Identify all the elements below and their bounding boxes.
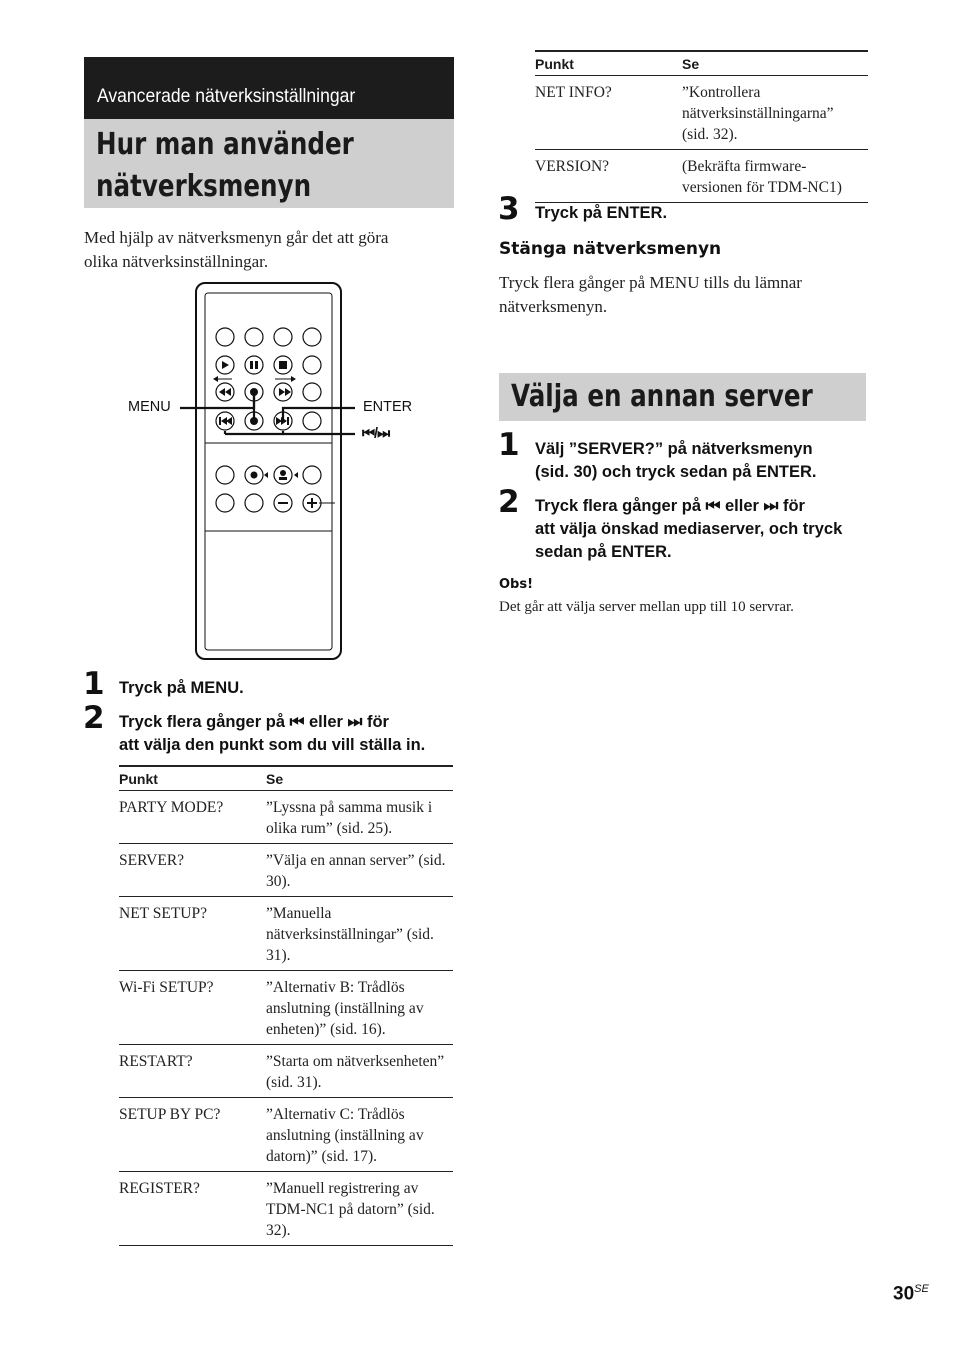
table-header-cell: Punkt: [119, 766, 266, 791]
table-cell: ”Alternativ B: Trådlös anslutning (inställning av enheten)” (sid. 16).: [266, 971, 453, 1045]
table-cell: ”Starta om nätverksenheten” (sid. 31).: [266, 1045, 453, 1098]
close-menu-paragraph: Tryck flera gånger på MENU tills du lämnar nätverksmenyn.: [499, 273, 802, 316]
table-cell: RESTART?: [119, 1045, 266, 1098]
page-title-line: Hur man använder: [96, 127, 354, 162]
table-row: [119, 971, 453, 1045]
page-title-line: nätverksmenyn: [96, 169, 312, 204]
note-text: Det går att välja server mellan upp till 10 servrar.: [499, 599, 794, 615]
table-row: [119, 1098, 453, 1172]
table-header-cell: Punkt: [535, 51, 682, 76]
table-cell: NET SETUP?: [119, 897, 266, 971]
step-number: 2: [83, 700, 105, 736]
step-text: Tryck flera gånger på ⏮ eller ⏭ för att välja önskad mediaserver, och tryck sedan på ENTER.: [535, 497, 843, 561]
server-section-title: Välja en annan server: [511, 379, 813, 414]
table-row: [119, 1172, 453, 1246]
table-cell: SETUP BY PC?: [119, 1098, 266, 1172]
step-text: Välj ”SERVER?” på nätverksmenyn (sid. 30) och tryck sedan på ENTER.: [535, 440, 817, 481]
table-cell: VERSION?: [535, 150, 682, 203]
table-row: [119, 1045, 453, 1098]
subheading: Stänga nätverksmenyn: [499, 239, 722, 259]
table-cell: REGISTER?: [119, 1172, 266, 1246]
menu-items-table-continued: [535, 50, 868, 203]
table-row: [119, 844, 453, 897]
table-header-row: [535, 51, 868, 76]
table-cell: ”Kontrollera nätverksinställningarna” (sid. 32).: [682, 76, 868, 150]
step-number: 1: [498, 427, 520, 463]
step-text: Tryck flera gånger på ⏮ eller ⏭ för att välja den punkt som du vill ställa in.: [119, 713, 426, 754]
table-cell: (Bekräfta firmware-versionen för TDM-NC1): [682, 150, 868, 203]
step-text: Tryck på ENTER.: [535, 204, 668, 222]
menu-items-table: [119, 765, 453, 1246]
remote-control-illustration: [120, 280, 460, 662]
table-cell: ”Alternativ C: Trådlös anslutning (inställning av datorn)” (sid. 17).: [266, 1098, 453, 1172]
remote-skip-label: ⏮/⏭: [362, 426, 390, 442]
remote-enter-label: ENTER: [363, 399, 413, 415]
table-cell: SERVER?: [119, 844, 266, 897]
table-row: [119, 897, 453, 971]
step-text: Tryck på MENU.: [119, 679, 244, 697]
table-header-row: [119, 766, 453, 791]
table-row: [535, 150, 868, 203]
table-cell: Wi-Fi SETUP?: [119, 971, 266, 1045]
table-header-cell: Se: [266, 766, 453, 791]
table-row: [119, 791, 453, 844]
page-title: [96, 124, 354, 208]
table-cell: ”Lyssna på samma musik i olika rum” (sid. 25).: [266, 791, 453, 844]
remote-menu-label: MENU: [128, 399, 171, 415]
table-cell: ”Välja en annan server” (sid. 30).: [266, 844, 453, 897]
table-row: [535, 76, 868, 150]
table-cell: PARTY MODE?: [119, 791, 266, 844]
section-header: [84, 57, 454, 119]
section-header-text: Avancerade nätverksinställningar: [97, 85, 356, 107]
table-cell: NET INFO?: [535, 76, 682, 150]
table-header-cell: Se: [682, 51, 868, 76]
step-number: 1: [83, 666, 105, 702]
table-cell: ”Manuella nätverksinställningar” (sid. 31).: [266, 897, 453, 971]
step-number: 3: [498, 191, 520, 227]
step-number: 2: [498, 484, 520, 520]
table-cell: ”Manuell registrering av TDM-NC1 på datorn” (sid. 32).: [266, 1172, 453, 1246]
intro-paragraph: Med hjälp av nätverksmenyn går det att göra olika nätverksinställningar.: [84, 228, 389, 271]
note-label: Obs!: [499, 577, 534, 592]
page-number: $30^{SE}$: [893, 1283, 929, 1305]
